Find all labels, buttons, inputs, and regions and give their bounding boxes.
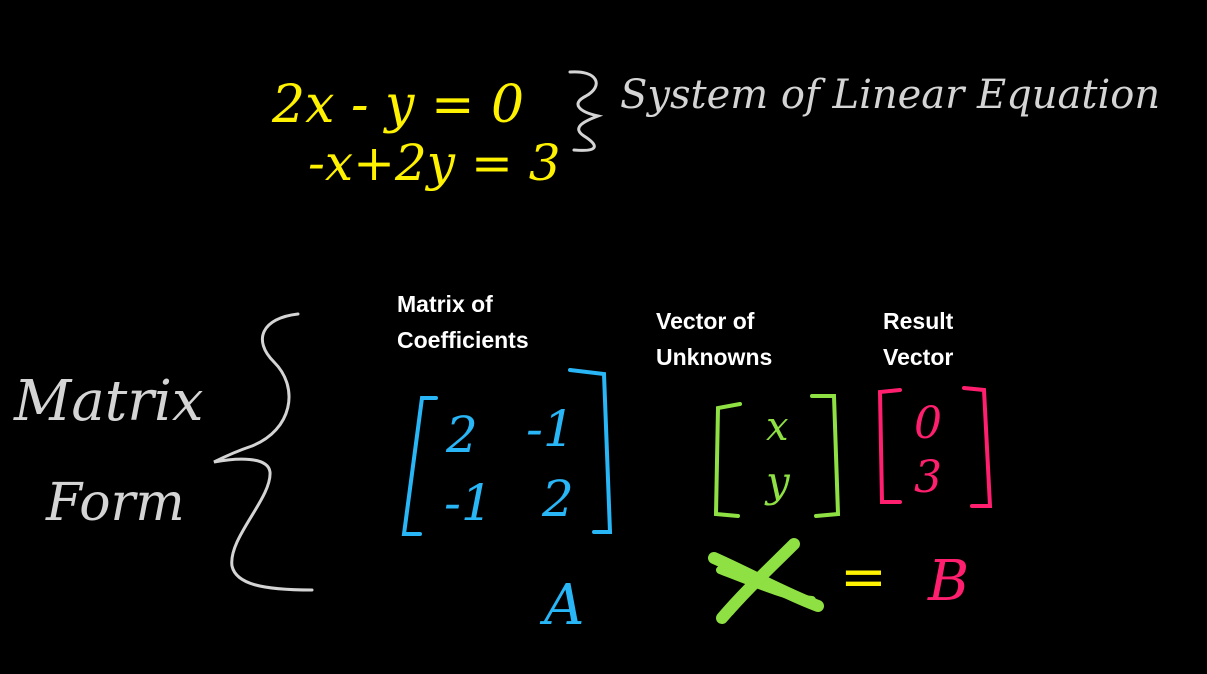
header-result-line-2: Vector (883, 344, 954, 370)
vector-x-r1: x (766, 404, 789, 450)
vector-b-r2: 3 (914, 452, 942, 503)
matrix-a-left-bracket (404, 398, 436, 534)
vector-b-left-bracket (880, 390, 900, 502)
vector-b (880, 388, 990, 614)
matrix-a-r2c2: 2 (542, 470, 574, 528)
matrix-a-right-bracket (570, 370, 610, 532)
vector-b-name: B (928, 549, 970, 614)
equals-sign: = (840, 545, 887, 610)
matrix-form-label (13, 314, 312, 590)
vector-x-left-bracket (716, 404, 740, 516)
matrix-a (404, 370, 610, 638)
equation-system (271, 72, 1160, 192)
header-result-line-1: Result (883, 308, 954, 334)
equation-line-2: -x+2y = 3 (308, 134, 561, 192)
header-unknowns-line-2: Unknowns (656, 344, 773, 370)
matrix-a-r1c1: 2 (446, 406, 478, 464)
matrix-form-brace (214, 314, 312, 590)
vector-b-right-bracket (964, 388, 990, 506)
vector-x (716, 396, 838, 516)
header-coefficients-line-2: Coefficients (397, 327, 529, 353)
header-unknowns-line-1: Vector of (656, 308, 755, 334)
vector-x-right-bracket (812, 396, 838, 516)
vector-b-r1: 0 (914, 398, 942, 449)
matrix-a-name: A (544, 573, 585, 638)
matrix-a-r2c1: -1 (444, 474, 493, 532)
equation-line-1: 2x - y = 0 (272, 75, 525, 135)
multiply-sign (714, 544, 818, 618)
system-brace (570, 72, 598, 151)
vector-x-r2: y (766, 457, 790, 506)
matrix-a-r1c2: -1 (526, 400, 575, 458)
matrix-form-line-2: Form (46, 473, 185, 533)
system-caption: System of Linear Equation (620, 72, 1161, 118)
matrix-form-line-1: Matrix (14, 369, 204, 434)
header-coefficients-line-1: Matrix of (397, 291, 493, 317)
